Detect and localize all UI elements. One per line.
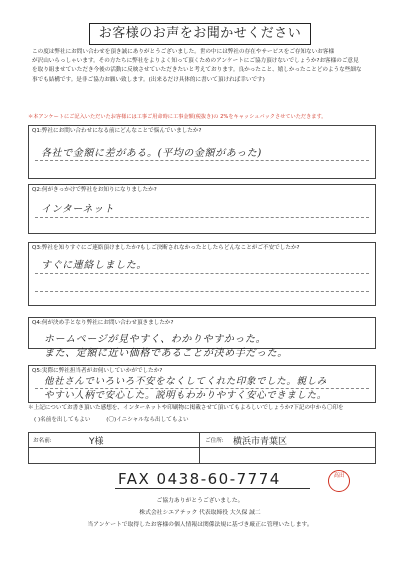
- answer-line: また、定額に近い価格であることが決め手だった。: [44, 348, 288, 359]
- divider: [199, 433, 200, 463]
- customer-info-box: [28, 432, 376, 464]
- name-label: お名前:: [33, 438, 52, 444]
- option-initial-ok[interactable]: (〇)イニシャルなら出してもよい: [106, 417, 189, 423]
- cashback-note: ＊本アンケートにご記入いただいたお客様には工事ご用命時に工事金額(税抜き)の 2%をキャッシュバックさせていただきます。: [28, 114, 327, 120]
- question-label: Q2:何がきっかけで弊社をお知りになりましたか?: [32, 187, 157, 193]
- question-label: Q3:弊社を知りすぐにご連絡頂けましたか?もしご決断されなかったとしたらどんなことがご不安でしたか?: [32, 245, 300, 251]
- option-name-ok[interactable]: ( )名前を出してもよい: [34, 417, 91, 423]
- publish-permission-question: ＊上記についてお書き頂いた感想を、インターネットや印刷物に掲載させて頂いてもよろしいでしょうか?下記の中から〇印を: [28, 405, 344, 411]
- intro-text: [32, 48, 377, 85]
- publish-options: [34, 415, 203, 423]
- answer-rule: [35, 291, 369, 292]
- intro-line: を取り組ませていただき今後の活動に反映させていただきたいと考えております。良かったこと、嬉しかったことどのような些細な: [32, 67, 362, 74]
- intro-line: が沢山いらっしゃいます。その方たちに弊社をよりよく知って頂くためのアンケートにご協力頂けないでしょうか?お客様のご意見: [32, 58, 359, 65]
- stamp-text: 高田: [333, 473, 345, 479]
- answer-line: インターネット: [41, 204, 115, 215]
- intro-line: 事でも結構です。是非ご協力お願い致します。(出来るだけ具体的に書いて頂ければ幸いです): [32, 76, 265, 83]
- fax-number: FAX 0438-60-7774: [118, 470, 281, 488]
- address-label: ご住所:: [205, 438, 224, 444]
- question-box-q1: [28, 125, 376, 179]
- question-box-q3: [28, 242, 376, 306]
- intro-line: この度は弊社にお問い合わせを頂き誠にありがとうございました。世の中には弊社の存在やサービスをご存知ないお客様: [32, 49, 335, 55]
- thanks-text: ご協力ありがとうございました。: [156, 498, 244, 504]
- privacy-text: 当アンケートで取得したお客様の個人情報は関係法規に基づき厳正に管理いたします。: [87, 522, 313, 528]
- fax-underline: [115, 488, 310, 489]
- answer-line: 他社さんでいろいろ不安をなくしてくれた印象でした。親しみ: [44, 376, 327, 387]
- page-title: お客様のお声をお聞かせください: [89, 23, 311, 45]
- answer-line: やすい人柄で安心した。説明もわかりやすく安心できました。: [44, 390, 327, 401]
- name-value: Y様: [89, 437, 104, 447]
- question-label: Q4:何が決め手となり弊社にお問い合わせ頂きましたか?: [32, 320, 174, 326]
- seal-stamp: [328, 470, 350, 492]
- answer-line: ホームページが見やすく、わかりやすかった。: [44, 334, 267, 345]
- company-text: 株式会社シエアテック 代表取締役 大久保 誠二: [139, 510, 261, 516]
- answer-rule: [35, 217, 369, 218]
- answer-line: 各社で金額に差がある。(平均の金額があった): [41, 148, 262, 159]
- address-row: [201, 433, 375, 447]
- question-box-q2: [28, 184, 376, 234]
- question-label: Q5:実際に弊社担当者がお伺いしていかがでしたか?: [32, 368, 163, 374]
- address-value: 横浜市青葉区: [233, 437, 288, 447]
- answer-line: すぐに連絡しました。: [41, 260, 147, 271]
- question-label: Q1:弊社にお問い合わせになる前にどんなことで悩んでいましたか?: [32, 128, 202, 134]
- answer-rule: [35, 273, 369, 274]
